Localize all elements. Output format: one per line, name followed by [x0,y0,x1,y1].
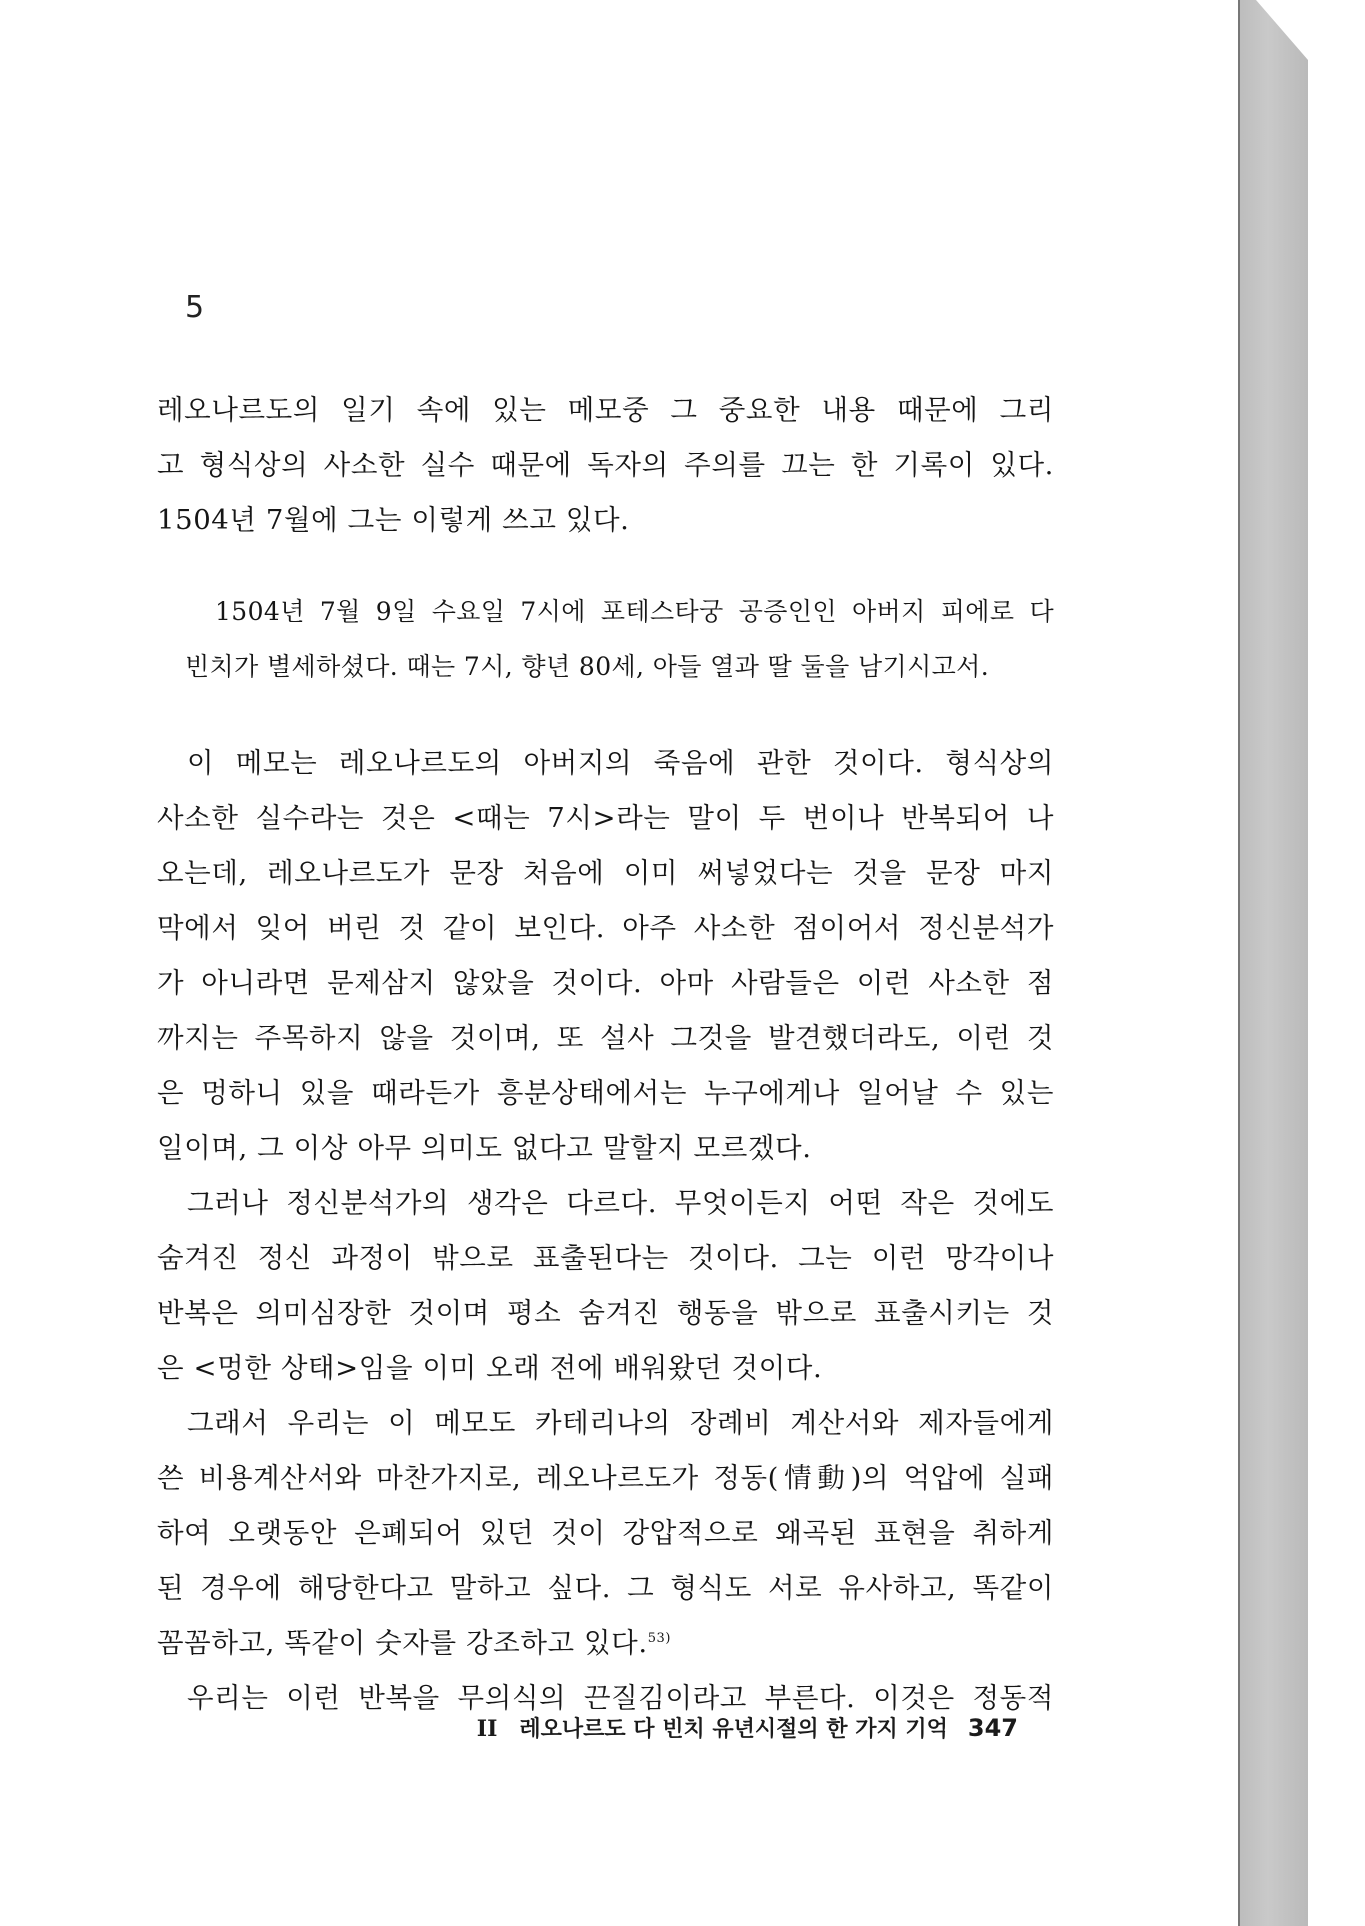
paragraph-line: 1504년 7월에 그는 이렇게 쓰고 있다. [157,504,630,536]
paragraph-line: 오는데, 레오나르도가 문장 처음에 이미 써넣었다는 것을 문장 마지 [157,857,1054,889]
paragraph-line: 고 형식상의 사소한 실수 때문에 독자의 주의를 끄는 한 기록이 있다. [157,449,1054,481]
book-spine-edge [1238,0,1310,1926]
paragraph-line: 그래서 우리는 이 메모도 카테리나의 장례비 계산서와 제자들에게 [187,1407,1054,1439]
quote-line: 빈치가 별세하셨다. 때는 7시, 향년 80세, 아들 열과 딸 둘을 남기시고서. [185,652,990,681]
paragraph-line: 숨겨진 정신 과정이 밖으로 표출된다는 것이다. 그는 이런 망각이나 [157,1242,1054,1274]
paragraph-line: 은 <멍한 상태>임을 이미 오래 전에 배워왔던 것이다. [157,1352,823,1384]
paragraph-line: 사소한 실수라는 것은 <때는 7시>라는 말이 두 번이나 반복되어 나 [157,802,1054,834]
paragraph-line: 이 메모는 레오나르도의 아버지의 죽음에 관한 것이다. 형식상의 [187,747,1054,779]
paragraph-line: 가 아니라면 문제삼지 않았을 것이다. 아마 사람들은 이런 사소한 점 [157,967,1054,999]
paragraph-line: 우리는 이런 반복을 무의식의 끈질김이라고 부른다. 이것은 정동적 [187,1682,1054,1714]
running-footer [0,1712,1018,1743]
part-number: II [476,1716,498,1742]
paragraph-line: 은 멍하니 있을 때라든가 흥분상태에서는 누구에게나 일어날 수 있는 [157,1077,1054,1109]
paragraph-line: 하여 오랫동안 은폐되어 있던 것이 강압적으로 왜곡된 표현을 취하게 [157,1517,1054,1549]
paragraph-line: 까지는 주목하지 않을 것이며, 또 설사 그것을 발견했더라도, 이런 것 [157,1022,1054,1054]
paragraph-line-text: 꼼꼼하고, 똑같이 숫자를 강조하고 있다. [157,1627,648,1659]
paragraph-line: 레오나르도의 일기 속에 있는 메모중 그 중요한 내용 때문에 그리 [157,394,1054,426]
paragraph-line: 쓴 비용계산서와 마찬가지로, 레오나르도가 정동(情動)의 억압에 실패 [157,1462,1054,1494]
paragraph-line: 그러나 정신분석가의 생각은 다르다. 무엇이든지 어떤 작은 것에도 [187,1187,1054,1219]
paragraph-line: 반복은 의미심장한 것이며 평소 숨겨진 행동을 밖으로 표출시키는 것 [157,1297,1054,1329]
paragraph-line: 막에서 잊어 버린 것 같이 보인다. 아주 사소한 점이어서 정신분석가 [157,912,1054,944]
section-number: 5 [185,290,205,325]
quote-line: 1504년 7월 9일 수요일 7시에 포테스타궁 공증인인 아버지 피에로 다 [215,597,1054,626]
chapter-title: 레오나르도 다 빈치 유년시절의 한 가지 기억 [519,1717,948,1742]
paragraph-line: 된 경우에 해당한다고 말하고 싶다. 그 형식도 서로 유사하고, 똑같이 [157,1572,1054,1604]
paragraph-line: 일이며, 그 이상 아무 의미도 없다고 말할지 모르겠다. [157,1132,812,1164]
footnote-ref[interactable]: 53) [647,1630,672,1646]
paragraph-line [157,1616,1054,1671]
page-number: 347 [967,1714,1018,1742]
